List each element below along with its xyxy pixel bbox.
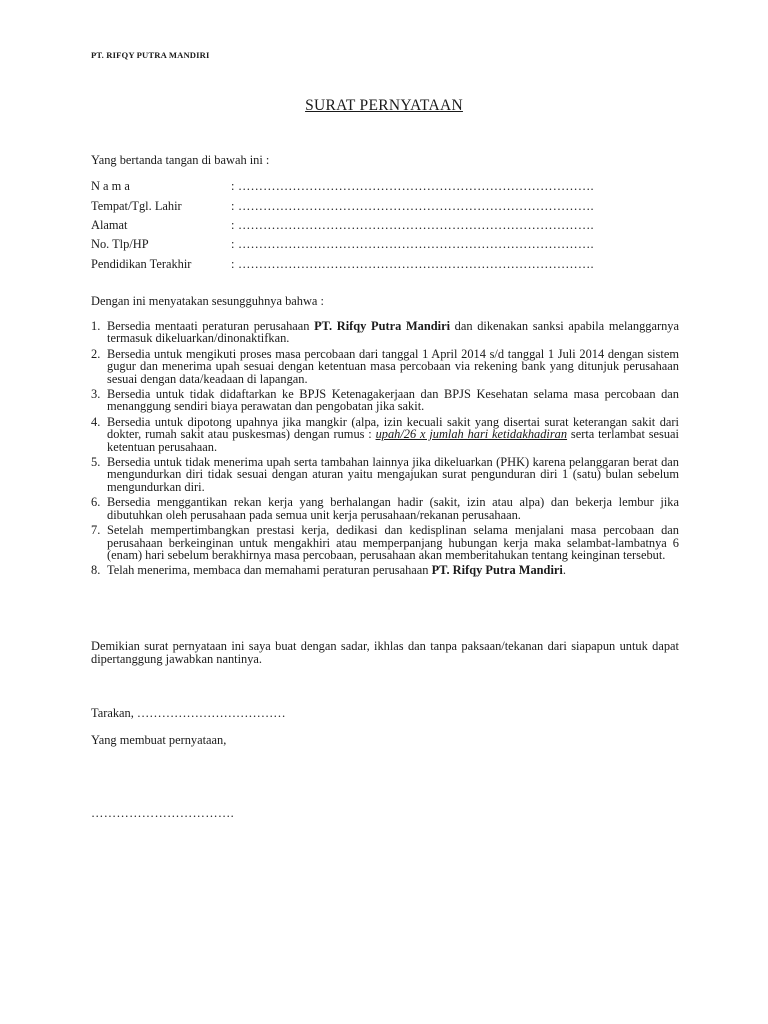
list-number: 7. [91,523,101,538]
list-item [91,388,679,413]
wage-formula: upah/26 x jumlah hari ketidakhadiran [375,427,568,442]
list-number: 2. [91,346,101,361]
term-text: Bersedia menggantikan rekan kerja yang berhalangan hadir (sakit, izin atau alpa) dan bekerja lembur jika dibutuhkan oleh perusahaan pada semua unit kerja perusahaan/rekanan perusahaan. [107,495,679,522]
field-alamat [91,218,691,236]
term-text: Bersedia untuk tidak menerima upah serta tambahan lainnya jika dikeluarkan (PHK) karena pelanggaran berat dan mengundurkan diri tidak sesuai dengan aturan yaitu mengajukan surat pengunduran diri 1 (satu) bulan sebelum mengundurkan diri. [107,455,679,494]
term-text: Bersedia untuk mengikuti proses masa percobaan dari tanggal 1 April 2014 s/d tanggal 1 Juli 2014 dengan sistem gugur dan menerima upah sesuai dengan ketentuan masa percobaan via rekening bank yang ditunjuk perusahaan sesuai dengan data/keadaan di lapangan. [107,346,679,386]
term-text: Telah menerima, membaca dan memahami peraturan perusahaan [107,563,432,578]
list-item [91,320,679,345]
term-text: . [562,563,566,578]
field-pendidikan [91,257,691,275]
term-text: dan dikenakan sanksi apabila melanggarnya termasuk dikeluarkan/dinonaktifkan. [107,319,679,346]
signatory-label: Yang membuat pernyataan, [91,733,227,747]
field-no-tlp [91,237,691,255]
list-number: 8. [91,563,101,578]
list-item [91,348,679,385]
list-item [91,564,679,576]
field-tempat-tgl-lahir [91,199,691,217]
statement-text: Dengan ini menyatakan sesungguhnya bahwa : [91,294,324,308]
term-text: serta terlambat sesuai ketentuan perusahaan. [107,427,679,454]
field-label: Alamat [91,218,128,232]
field-label: Pendidikan Terakhir [91,257,192,271]
company-name: PT. Rifqy Putra Mandiri [431,563,563,578]
list-number: 6. [91,495,101,510]
term-text: Bersedia mentaati peraturan perusahaan [107,319,315,333]
list-item [91,524,679,561]
signature-line: ……………………………. [91,806,234,820]
page-title: SURAT PERNYATAAN [305,97,463,114]
field-value: : …………………………………………………………………………. [231,179,594,193]
field-label: No. Tlp/HP [91,237,149,251]
field-value: : …………………………………………………………………………. [231,218,594,232]
field-value: : …………………………………………………………………………. [231,237,594,251]
place-date: Tarakan, ……………………………… [91,706,286,720]
terms-list [91,320,679,580]
list-number: 1. [91,319,101,333]
company-header: PT. RIFQY PUTRA MANDIRI [91,50,210,60]
company-name: PT. Rifqy Putra Mandiri [314,319,451,333]
field-value: : …………………………………………………………………………. [231,199,594,213]
field-label: Tempat/Tgl. Lahir [91,199,182,213]
term-text: Setelah mempertimbangkan prestasi kerja, dedikasi dan kedisplinan selama menjalani masa percobaan dan perusahaan berkeinginan untuk mengakhiri atau memperpanjang hubungan kerja maka selambat-lambatnya 6 (enam) hari sebelum berakhirnya masa percobaan, perusahaan akan memberitahukan tentang keinginan tersebut. [107,523,679,562]
list-item [91,456,679,493]
term-text: Bersedia untuk dipotong upahnya jika mangkir (alpa, izin kecuali sakit yang disertai surat keterangan sakit dari dokter, rumah sakit atau puskesmas) dengan rumus : [107,414,679,442]
field-nama [91,179,691,197]
field-label: N a m a [91,179,130,193]
term-text: Bersedia untuk tidak didaftarkan ke BPJS Ketenagakerjaan dan BPJS Kesehatan selama masa percobaan dan menanggung sendiri biaya perawatan dan pengobatan jika sakit. [107,387,679,414]
field-value: : …………………………………………………………………………. [231,257,594,271]
list-number: 5. [91,455,101,470]
list-number: 4. [91,414,101,429]
list-item [91,496,679,521]
intro-text: Yang bertanda tangan di bawah ini : [91,153,270,167]
closing-paragraph: Demikian surat pernyataan ini saya buat dengan sadar, ikhlas dan tanpa paksaan/tekanan dari siapapun untuk dapat dipertanggung jawabkan nantinya. [91,639,679,666]
list-item [91,416,679,453]
list-number: 3. [91,387,101,402]
